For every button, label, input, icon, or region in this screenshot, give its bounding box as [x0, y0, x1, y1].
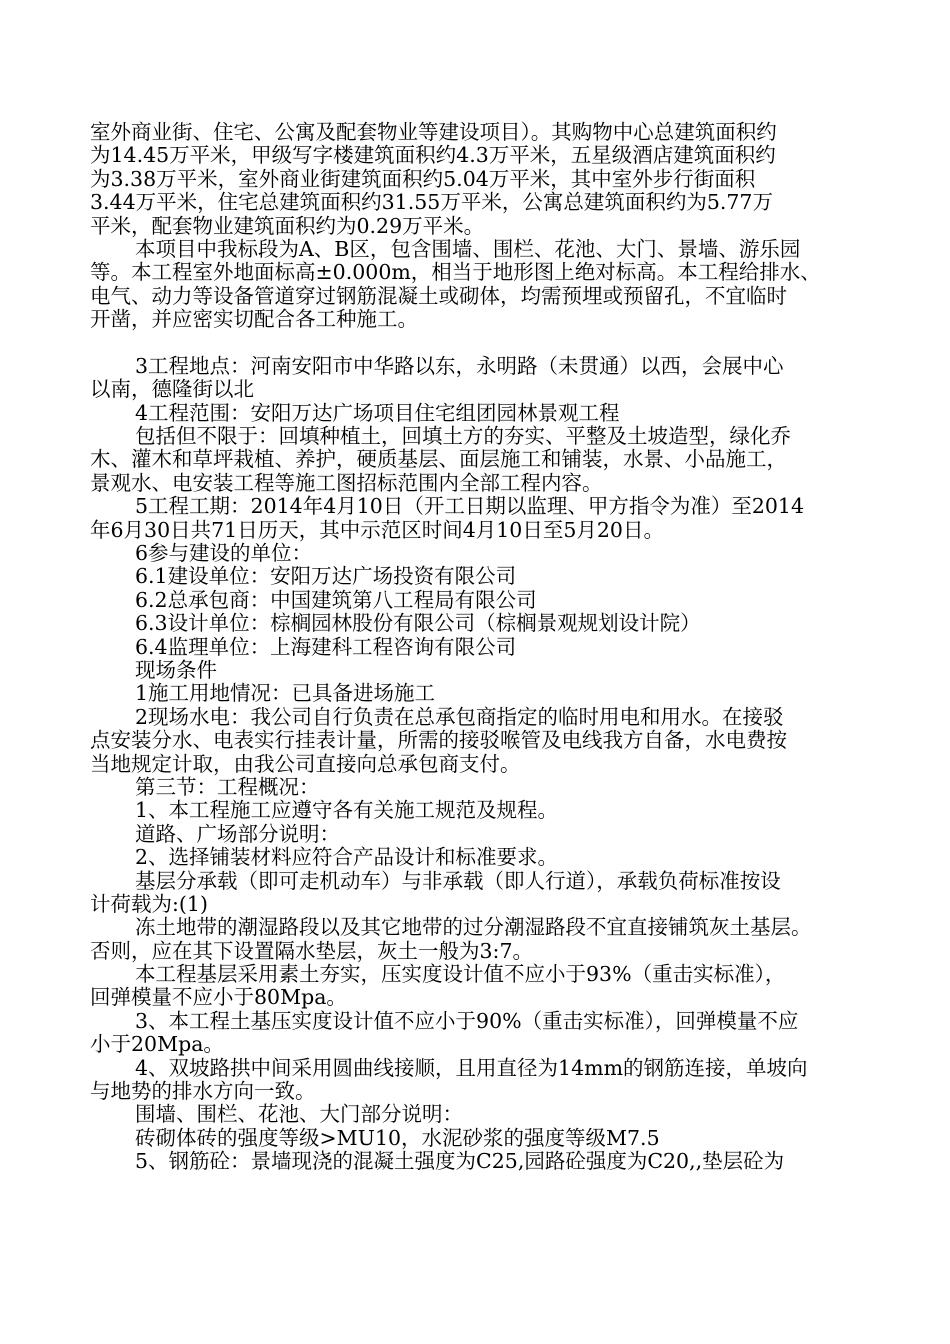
text-line: 5工程工期：2014年4月10日（开工日期以监理、甲方指令为准）至2014 [135, 494, 805, 519]
subsection-heading: 围墙、围栏、花池、大门部分说明： [135, 1102, 463, 1127]
text-line: 开凿，并应密实切配合各工种施工。 [90, 307, 418, 332]
text-line: 1施工用地情况：已具备进场施工 [135, 681, 436, 706]
text-line: 1、本工程施工应遵守各有关施工规范及规程。 [135, 798, 559, 823]
text-line: 年6月30日共71日历天，其中示范区时间4月10日至5月20日。 [90, 517, 664, 542]
text-line: 3.44万平米，住宅总建筑面积约31.55万平米，公寓总建筑面积约为5.77万 [90, 190, 773, 215]
text-line: 6.1建设单位：安阳万达广场投资有限公司 [135, 564, 517, 589]
text-line: 以南，德隆街以北 [90, 377, 254, 402]
text-line: 为14.45万平米，甲级写字楼建筑面积约4.3万平米，五星级酒店建筑面积约 [90, 143, 776, 168]
text-line: 回弹模量不应小于80Mpa。 [90, 985, 347, 1010]
text-line: 平米，配套物业建筑面积约为0.29万平米。 [90, 213, 485, 238]
text-line: 为3.38万平米，室外商业街建筑面积约5.04万平米，其中室外步行街面积 [90, 166, 756, 191]
section-heading: 第三节：工程概况： [135, 774, 320, 799]
text-line: 室外商业街、住宅、公寓及配套物业等建设项目）。其购物中心总建筑面积约 [90, 120, 777, 144]
text-line: 电气、动力等设备管道穿过钢筋混凝土或砌体，均需预埋或预留孔，不宜临时 [90, 283, 787, 308]
subsection-heading: 道路、广场部分说明： [135, 821, 340, 846]
text-line: 本项目中我标段为A、B区，包含围墙、围栏、花池、大门、景墙、游乐园 [135, 236, 801, 261]
text-line: 6.4监理单位：上海建科工程咨询有限公司 [135, 634, 517, 659]
text-line: 否则，应在其下设置隔水垫层，灰土一般为3:7。 [90, 938, 533, 963]
text-line: 6参与建设的单位： [135, 541, 313, 566]
text-line: 4、双坡路拱中间采用圆曲线接顺，且用直径为14mm的钢筋连接，单坡向 [135, 1055, 808, 1080]
text-line: 2现场水电：我公司自行负责在总承包商指定的临时用电和用水。在接驳 [135, 704, 784, 729]
text-line: 冻土地带的潮湿路段以及其它地带的过分潮湿路段不宜直接铺筑灰土基层。 [135, 915, 812, 940]
text-line: 基层分承载（即可走机动车）与非承载（即人行道），承载负荷标准按设 [135, 868, 781, 893]
document-body [90, 121, 870, 1174]
text-line: 现场条件 [135, 657, 217, 682]
text-line: 本工程基层采用素土夯实，压实度设计值不应小于93%（重击实标准）， [135, 962, 786, 987]
text-line: 6.3设计单位：棕榈园林股份有限公司（棕榈景观规划设计院） [135, 611, 701, 636]
text-line: 等。本工程室外地面标高±0.000m，相当于地形图上绝对标高。本工程给排水、 [90, 260, 821, 285]
text-line: 5、钢筋砼：景墙现浇的混凝土强度为C25,园路砼强度为C20,,垫层砼为 [135, 1149, 785, 1174]
text-line: 2、选择铺装材料应符合产品设计和标准要求。 [135, 845, 559, 870]
text-line: 包括但不限于：回填种植土，回填土方的夯实、平整及土坡造型，绿化乔 [135, 424, 791, 449]
text-line: 与地势的排水方向一致。 [90, 1079, 316, 1104]
text-line: 3、本工程土基压实度设计值不应小于90%（重击实标准），回弹模量不应 [135, 1008, 799, 1033]
text-line: 4工程范围：安阳万达广场项目住宅组团园林景观工程 [135, 400, 620, 425]
text-line: 木、灌木和草坪栽植、养护，硬质基层、面层施工和铺装，水景、小品施工， [90, 447, 787, 472]
text-line: 计荷载为:(1) [90, 891, 208, 916]
text-line: 小于20Mpa。 [90, 1032, 224, 1057]
text-line: 景观水、电安装工程等施工图招标范围内全部工程内容。 [90, 470, 603, 495]
text-line: 点安装分水、电表实行挂表计量，所需的接驳喉管及电线我方自备，水电费按 [90, 728, 787, 753]
text-line: 砖砌体砖的强度等级>MU10，水泥砂浆的强度等级M7.5 [135, 1125, 660, 1150]
text-line: 3工程地点：河南安阳市中华路以东，永明路（未贯通）以西，会展中心 [135, 353, 784, 378]
text-line: 当地规定计取，由我公司直接向总承包商支付。 [90, 751, 521, 776]
text-line: 6.2总承包商：中国建筑第八工程局有限公司 [135, 587, 537, 612]
blank-line [90, 332, 870, 355]
